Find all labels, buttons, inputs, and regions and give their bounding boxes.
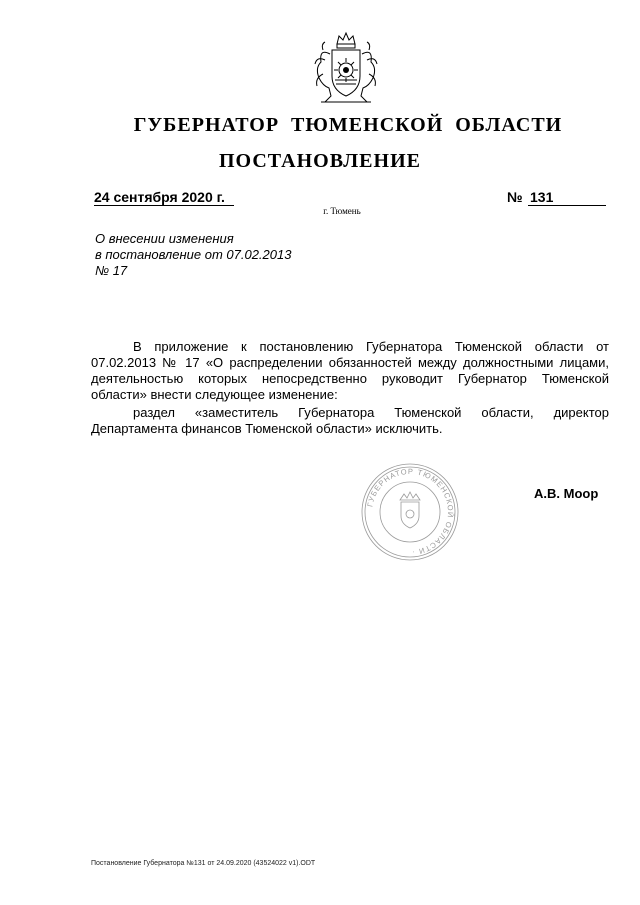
- document-footer: Постановление Губернатора №131 от 24.09.2020 (43524022 v1).ODT: [91, 860, 316, 867]
- svg-text:ГУБЕРНАТОР ТЮМЕНСКОЙ ОБЛАСТИ ·: ГУБЕРНАТОР ТЮМЕНСКОЙ ОБЛАСТИ ·: [365, 466, 456, 558]
- subject-line: № 17: [95, 263, 128, 278]
- document-place: г. Тюмень: [323, 206, 361, 216]
- authority-title: ГУБЕРНАТОР ТЮМЕНСКОЙ ОБЛАСТИ: [133, 114, 563, 136]
- body-paragraph: В приложение к постановлению Губернатора Тюменской области от 07.02.2013 № 17 «О распределении обязанностей между должностными лицами, деятельностью которых непосредственно руководит Губернатор Тюменской области» внести следующее изменение:: [91, 339, 609, 402]
- number-sign: №: [507, 189, 523, 205]
- document-date: 24 сентября 2020 г.: [94, 189, 234, 206]
- body-paragraph: раздел «заместитель Губернатора Тюменской области, директор Департамента финансов Тюменской области» исключить.: [91, 405, 609, 436]
- signer-name: А.В. Моор: [534, 486, 599, 501]
- document-type-title: ПОСТАНОВЛЕНИЕ: [219, 150, 421, 172]
- document-number: 131: [528, 189, 606, 206]
- subject-line: в постановление от 07.02.2013: [95, 247, 292, 262]
- document-subject: [95, 231, 355, 279]
- official-seal-icon: [360, 462, 460, 562]
- subject-line: О внесении изменения: [95, 231, 234, 246]
- coat-of-arms-icon: [303, 30, 389, 108]
